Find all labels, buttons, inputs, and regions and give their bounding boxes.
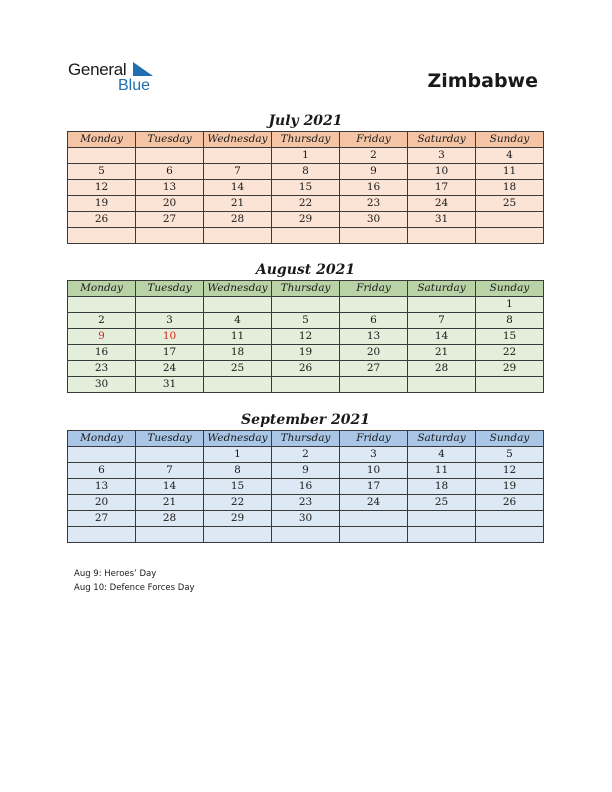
empty-day-cell bbox=[476, 511, 544, 527]
empty-day-cell bbox=[136, 447, 204, 463]
empty-day-cell bbox=[68, 447, 136, 463]
weekday-header: Sunday bbox=[476, 281, 544, 297]
weekday-header: Wednesday bbox=[204, 132, 272, 148]
weekday-header-row bbox=[68, 132, 544, 148]
day-cell: 27 bbox=[340, 361, 408, 377]
day-cell: 1 bbox=[204, 447, 272, 463]
empty-day-cell bbox=[408, 228, 476, 244]
day-cell: 28 bbox=[136, 511, 204, 527]
week-row bbox=[68, 212, 544, 228]
empty-day-cell bbox=[136, 148, 204, 164]
day-cell: 15 bbox=[476, 329, 544, 345]
weekday-header: Monday bbox=[68, 431, 136, 447]
country-title: Zimbabwe bbox=[427, 70, 538, 92]
calendar-table bbox=[67, 430, 544, 543]
day-cell: 5 bbox=[272, 313, 340, 329]
day-cell: 8 bbox=[272, 164, 340, 180]
empty-day-cell bbox=[204, 377, 272, 393]
holiday-notes bbox=[74, 567, 195, 595]
day-cell: 25 bbox=[204, 361, 272, 377]
weekday-header: Wednesday bbox=[204, 281, 272, 297]
empty-day-cell bbox=[204, 527, 272, 543]
logo-general-text: General bbox=[68, 60, 127, 79]
day-cell: 1 bbox=[272, 148, 340, 164]
day-cell: 1 bbox=[476, 297, 544, 313]
empty-day-cell bbox=[136, 228, 204, 244]
weekday-header: Tuesday bbox=[136, 431, 204, 447]
day-cell: 24 bbox=[136, 361, 204, 377]
week-row bbox=[68, 511, 544, 527]
empty-day-cell bbox=[476, 527, 544, 543]
day-cell: 4 bbox=[408, 447, 476, 463]
empty-day-cell bbox=[272, 377, 340, 393]
calendar-body bbox=[68, 148, 544, 244]
week-row bbox=[68, 345, 544, 361]
week-row bbox=[68, 479, 544, 495]
day-cell: 31 bbox=[408, 212, 476, 228]
empty-day-cell bbox=[408, 377, 476, 393]
week-row bbox=[68, 527, 544, 543]
day-cell: 27 bbox=[136, 212, 204, 228]
day-cell: 30 bbox=[68, 377, 136, 393]
week-row bbox=[68, 447, 544, 463]
day-cell: 28 bbox=[408, 361, 476, 377]
day-cell: 4 bbox=[476, 148, 544, 164]
day-cell: 24 bbox=[340, 495, 408, 511]
day-cell: 11 bbox=[408, 463, 476, 479]
empty-day-cell bbox=[204, 148, 272, 164]
empty-day-cell bbox=[204, 297, 272, 313]
day-cell: 20 bbox=[340, 345, 408, 361]
week-row bbox=[68, 297, 544, 313]
day-cell: 13 bbox=[68, 479, 136, 495]
day-cell: 31 bbox=[136, 377, 204, 393]
day-cell: 10 bbox=[408, 164, 476, 180]
day-cell: 22 bbox=[204, 495, 272, 511]
logo bbox=[68, 60, 168, 96]
day-cell: 13 bbox=[136, 180, 204, 196]
calendar-body bbox=[68, 447, 544, 543]
week-row bbox=[68, 313, 544, 329]
weekday-header-row bbox=[68, 281, 544, 297]
empty-day-cell bbox=[340, 228, 408, 244]
day-cell: 14 bbox=[204, 180, 272, 196]
day-cell: 8 bbox=[204, 463, 272, 479]
day-cell: 15 bbox=[272, 180, 340, 196]
month-title: August 2021 bbox=[255, 262, 356, 278]
day-cell: 30 bbox=[340, 212, 408, 228]
day-cell: 29 bbox=[476, 361, 544, 377]
holiday-note: Aug 10: Defence Forces Day bbox=[74, 583, 195, 593]
day-cell: 17 bbox=[136, 345, 204, 361]
weekday-header: Saturday bbox=[408, 132, 476, 148]
day-cell: 26 bbox=[272, 361, 340, 377]
empty-day-cell bbox=[340, 511, 408, 527]
month-september bbox=[67, 411, 544, 543]
empty-day-cell bbox=[476, 228, 544, 244]
calendar-body bbox=[68, 297, 544, 393]
day-cell: 20 bbox=[68, 495, 136, 511]
day-cell: 12 bbox=[68, 180, 136, 196]
weekday-header: Thursday bbox=[272, 431, 340, 447]
weekday-header: Sunday bbox=[476, 431, 544, 447]
week-row bbox=[68, 164, 544, 180]
empty-day-cell bbox=[68, 527, 136, 543]
day-cell: 12 bbox=[476, 463, 544, 479]
day-cell: 16 bbox=[340, 180, 408, 196]
empty-day-cell bbox=[272, 527, 340, 543]
week-row bbox=[68, 361, 544, 377]
day-cell: 5 bbox=[476, 447, 544, 463]
day-cell: 19 bbox=[68, 196, 136, 212]
day-cell: 28 bbox=[204, 212, 272, 228]
day-cell: 21 bbox=[408, 345, 476, 361]
empty-day-cell bbox=[476, 377, 544, 393]
day-cell: 13 bbox=[340, 329, 408, 345]
week-row bbox=[68, 463, 544, 479]
weekday-header: Sunday bbox=[476, 132, 544, 148]
day-cell: 26 bbox=[476, 495, 544, 511]
week-row bbox=[68, 377, 544, 393]
day-cell: 23 bbox=[68, 361, 136, 377]
empty-day-cell bbox=[68, 228, 136, 244]
day-cell: 29 bbox=[272, 212, 340, 228]
day-cell: 4 bbox=[204, 313, 272, 329]
day-cell: 15 bbox=[204, 479, 272, 495]
empty-day-cell bbox=[136, 527, 204, 543]
day-cell: 9 bbox=[340, 164, 408, 180]
month-august bbox=[67, 261, 544, 393]
day-cell: 24 bbox=[408, 196, 476, 212]
day-cell: 3 bbox=[408, 148, 476, 164]
day-cell: 7 bbox=[136, 463, 204, 479]
day-cell: 9 bbox=[272, 463, 340, 479]
calendar-table bbox=[67, 131, 544, 244]
logo-triangle-icon bbox=[133, 62, 155, 76]
day-cell: 25 bbox=[408, 495, 476, 511]
day-cell: 22 bbox=[272, 196, 340, 212]
empty-day-cell bbox=[408, 511, 476, 527]
empty-day-cell bbox=[340, 377, 408, 393]
day-cell: 23 bbox=[272, 495, 340, 511]
weekday-header: Tuesday bbox=[136, 132, 204, 148]
holiday-note: Aug 9: Heroes’ Day bbox=[74, 569, 157, 579]
weekday-header: Saturday bbox=[408, 431, 476, 447]
day-cell: 10 bbox=[340, 463, 408, 479]
day-cell: 18 bbox=[476, 180, 544, 196]
day-cell: 19 bbox=[476, 479, 544, 495]
day-cell: 22 bbox=[476, 345, 544, 361]
day-cell: 20 bbox=[136, 196, 204, 212]
empty-day-cell bbox=[136, 297, 204, 313]
weekday-header: Wednesday bbox=[204, 431, 272, 447]
week-row bbox=[68, 148, 544, 164]
month-july bbox=[67, 112, 544, 244]
day-cell: 30 bbox=[272, 511, 340, 527]
week-row bbox=[68, 495, 544, 511]
day-cell: 21 bbox=[136, 495, 204, 511]
weekday-header: Thursday bbox=[272, 132, 340, 148]
day-cell: 26 bbox=[68, 212, 136, 228]
day-cell: 16 bbox=[272, 479, 340, 495]
empty-day-cell bbox=[476, 212, 544, 228]
week-row bbox=[68, 329, 544, 345]
day-cell: 19 bbox=[272, 345, 340, 361]
month-title: September 2021 bbox=[241, 412, 370, 428]
day-cell: 3 bbox=[136, 313, 204, 329]
day-cell: 6 bbox=[340, 313, 408, 329]
empty-day-cell bbox=[272, 228, 340, 244]
empty-day-cell bbox=[272, 297, 340, 313]
weekday-header: Friday bbox=[340, 281, 408, 297]
day-cell: 3 bbox=[340, 447, 408, 463]
day-cell: 7 bbox=[204, 164, 272, 180]
day-cell: 29 bbox=[204, 511, 272, 527]
day-cell: 7 bbox=[408, 313, 476, 329]
calendar-table bbox=[67, 280, 544, 393]
empty-day-cell bbox=[408, 527, 476, 543]
weekday-header: Tuesday bbox=[136, 281, 204, 297]
week-row bbox=[68, 180, 544, 196]
weekday-header: Thursday bbox=[272, 281, 340, 297]
weekday-header: Monday bbox=[68, 281, 136, 297]
day-cell: 17 bbox=[408, 180, 476, 196]
day-cell: 27 bbox=[68, 511, 136, 527]
day-cell: 11 bbox=[476, 164, 544, 180]
logo-blue-text: Blue bbox=[118, 77, 151, 94]
day-cell: 2 bbox=[272, 447, 340, 463]
day-cell: 2 bbox=[68, 313, 136, 329]
empty-day-cell bbox=[408, 297, 476, 313]
day-cell: 6 bbox=[136, 164, 204, 180]
weekday-header: Saturday bbox=[408, 281, 476, 297]
empty-day-cell bbox=[204, 228, 272, 244]
week-row bbox=[68, 228, 544, 244]
month-title: July 2021 bbox=[268, 113, 343, 129]
day-cell: 5 bbox=[68, 164, 136, 180]
day-cell: 2 bbox=[340, 148, 408, 164]
empty-day-cell bbox=[340, 297, 408, 313]
weekday-header: Monday bbox=[68, 132, 136, 148]
day-cell: 18 bbox=[408, 479, 476, 495]
day-cell: 23 bbox=[340, 196, 408, 212]
day-cell: 14 bbox=[408, 329, 476, 345]
day-cell: 16 bbox=[68, 345, 136, 361]
weekday-header: Friday bbox=[340, 431, 408, 447]
day-cell: 12 bbox=[272, 329, 340, 345]
weekday-header: Friday bbox=[340, 132, 408, 148]
day-cell: 10 bbox=[136, 329, 204, 345]
day-cell: 25 bbox=[476, 196, 544, 212]
day-cell: 9 bbox=[68, 329, 136, 345]
day-cell: 8 bbox=[476, 313, 544, 329]
week-row bbox=[68, 196, 544, 212]
weekday-header-row bbox=[68, 431, 544, 447]
empty-day-cell bbox=[68, 297, 136, 313]
day-cell: 21 bbox=[204, 196, 272, 212]
empty-day-cell bbox=[68, 148, 136, 164]
day-cell: 6 bbox=[68, 463, 136, 479]
day-cell: 17 bbox=[340, 479, 408, 495]
day-cell: 18 bbox=[204, 345, 272, 361]
empty-day-cell bbox=[340, 527, 408, 543]
day-cell: 14 bbox=[136, 479, 204, 495]
day-cell: 11 bbox=[204, 329, 272, 345]
